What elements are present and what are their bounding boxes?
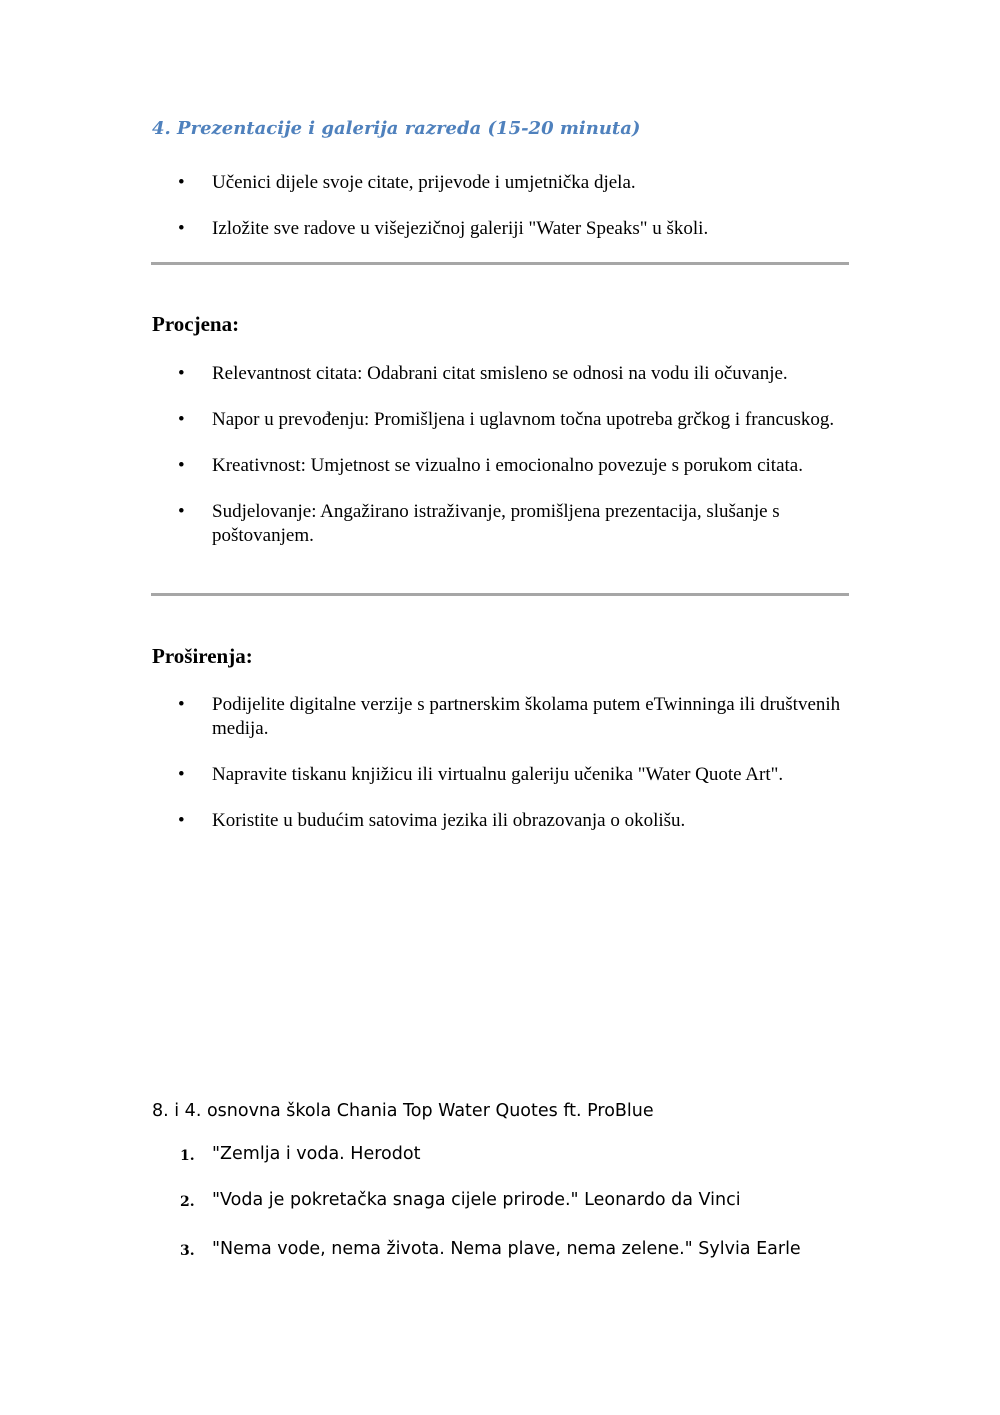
list-number: 3.: [180, 1243, 195, 1259]
bullet-icon: •: [178, 455, 185, 476]
list-item: [152, 408, 852, 432]
list-item: [152, 1189, 872, 1211]
section4-list: [152, 171, 852, 263]
quote-text: "Voda je pokretačka snaga cijele prirode." Leonardo da Vinci: [212, 1190, 741, 1210]
quotes-list: [152, 1143, 872, 1260]
bullet-icon: •: [178, 218, 185, 239]
list-item-text: Izložite sve radove u višejezičnoj galeriji "Water Speaks" u školi.: [212, 218, 709, 239]
quote-text: "Nema vode, nema života. Nema plave, nema zelene." Sylvia Earle: [212, 1239, 801, 1259]
bullet-icon: •: [178, 172, 185, 193]
bullet-icon: •: [178, 501, 185, 522]
horizontal-divider: [151, 593, 849, 596]
section4-heading: 4. Prezentacije i galerija razreda (15-20 minuta): [152, 118, 641, 139]
bullet-icon: •: [178, 810, 185, 831]
assessment-list: [152, 362, 852, 570]
list-item: [152, 171, 852, 195]
list-item: [152, 763, 852, 787]
bullet-icon: •: [178, 694, 185, 715]
bullet-icon: •: [178, 764, 185, 785]
list-item-text: Napravite tiskanu knjižicu ili virtualnu galeriju učenika "Water Quote Art".: [212, 764, 784, 785]
bullet-icon: •: [178, 409, 185, 430]
list-item-text: Sudjelovanje: Angažirano istraživanje, promišljena prezentacija, slušanje s poštovanjem.: [212, 501, 780, 546]
assessment-heading: Procjena:: [152, 312, 240, 336]
quotes-title: 8. i 4. osnovna škola Chania Top Water Quotes ft. ProBlue: [152, 1101, 654, 1121]
list-item-text: Napor u prevođenju: Promišljena i uglavnom točna upotreba grčkog i francuskog.: [212, 409, 835, 430]
list-item: [152, 693, 852, 741]
horizontal-divider: [151, 262, 849, 265]
list-item: [152, 809, 852, 833]
list-item: [152, 217, 852, 241]
list-item: [152, 500, 852, 548]
list-item: [152, 1238, 872, 1260]
list-number: 1.: [180, 1148, 195, 1164]
extensions-heading: Proširenja:: [152, 644, 253, 668]
list-item: [152, 454, 852, 478]
list-item-text: Učenici dijele svoje citate, prijevode i umjetnička djela.: [212, 172, 636, 193]
list-item-text: Podijelite digitalne verzije s partnerskim školama putem eTwinninga ili društvenih medija.: [212, 694, 841, 739]
list-item: [152, 362, 852, 386]
list-item-text: Kreativnost: Umjetnost se vizualno i emocionalno povezuje s porukom citata.: [212, 455, 803, 476]
list-item-text: Koristite u budućim satovima jezika ili obrazovanja o okolišu.: [212, 810, 686, 831]
list-item-text: Relevantnost citata: Odabrani citat smisleno se odnosi na vodu ili očuvanje.: [212, 363, 788, 384]
list-item: [152, 1143, 872, 1165]
bullet-icon: •: [178, 363, 185, 384]
extensions-list: [152, 693, 852, 855]
list-number: 2.: [180, 1194, 195, 1210]
quote-text: "Zemlja i voda. Herodot: [212, 1144, 421, 1164]
